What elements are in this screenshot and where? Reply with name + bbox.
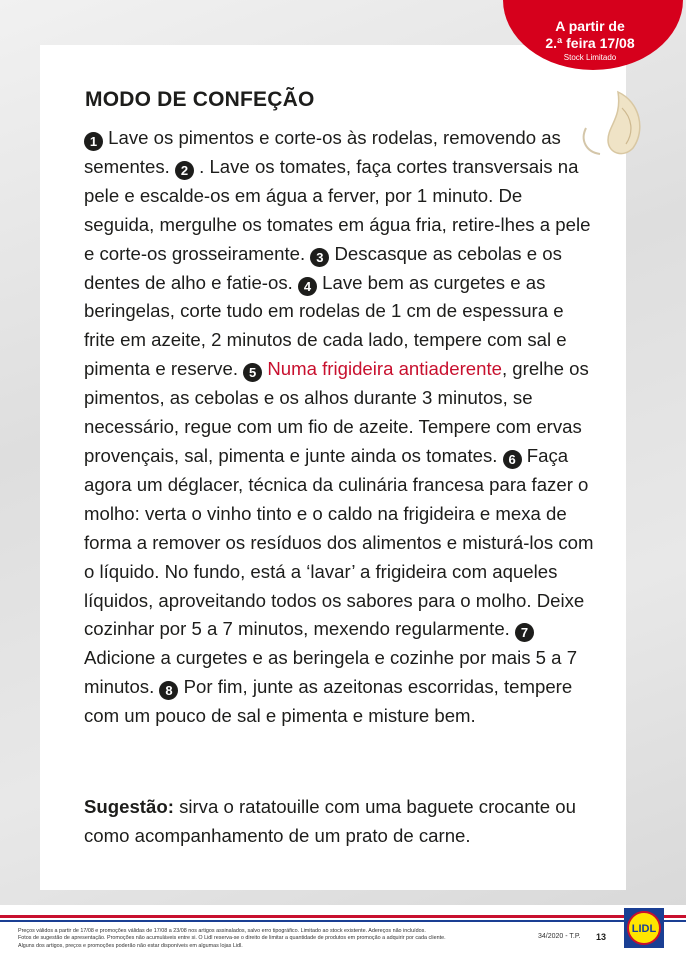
legal-note-line3: Alguns dos artigos, preços e promoções poderão não estar disponíveis em algumas lojas Lidl. [18,942,243,949]
legal-note-line1: Preços válidos a partir de 17/08 e promoções válidas de 17/08 a 23/08 nos artigos assinalados, salvo erro tipográfico. Limitado ao stock existente. Adereços não incluídos. [18,928,426,934]
page-number: 13 [596,932,607,942]
footer-blue-line [0,920,686,922]
step-6-icon: 6 [503,450,522,469]
promo-badge-line1: A partir de [555,18,625,34]
step-2-text: . Lave os tomates, faça cortes transversais na pele e escalde-os em água a ferver, por 1 minuto. De seguida, mergulhe os tomates em água fria, retire-lhes a pele e corte-os grosseiramente. [84,155,591,264]
step-5-icon: 5 [243,363,262,382]
lidl-logo [624,908,664,948]
step-3-text: Descasque as cebolas e os dentes de alho e fatie-os. [84,242,562,293]
suggestion-text: sirva o ratatouille com uma baguete crocante ou como acompanhamento de um prato de carne. [84,796,576,846]
footer-red-line [0,915,686,918]
promo-badge-line2: 2.ª feira 17/08 [545,35,635,51]
step-8-icon: 8 [159,681,178,700]
step-1-icon: 1 [84,132,103,151]
step-2-icon: 2 [175,161,194,180]
step-5-highlight-text: Numa frigideira antiaderente [267,358,502,380]
recipe-steps [84,124,594,731]
section-heading: MODO DE CONFEÇÃO [85,88,315,111]
step-4-icon: 4 [298,277,317,296]
step-1-text: Lave os pimentos e corte-os às rodelas, removendo as sementes. [84,127,561,177]
step-3-icon: 3 [310,248,329,267]
promo-badge-text [530,18,650,52]
step-6-text: Faça agora um déglacer, técnica da culinária francesa para fazer o molho: verta o vinho tinto e o caldo na frigideira e mexa de forma a remover os resíduos dos alimentos e misturá-los com o líquido. No fundo, está a ‘lavar’ a frigideira com aqueles líquidos, aproveitando todos os sabores para o molho. Deixe cozinhar por 5 a 7 minutos, mexendo regularmente. [84,444,594,640]
legal-note-line2: Fotos de sugestão de apresentação. Promoções não acumuláveis entre si. O Lidl reserva-se o direito de limitar a quantidade de produtos em promoção a adquirir por cada cliente. [18,935,446,942]
step-8-text: Por fim, junte as azeitonas escorridas, tempere com um pouco de sal e pimenta e misture bem. [84,676,573,727]
suggestion-paragraph [84,792,604,850]
step-7-text: Adicione a curgetes e as beringela e cozinhe por mais 5 a 7 minutos. [84,647,578,698]
legal-note [18,928,528,950]
step-7-icon: 7 [515,623,534,642]
step-4-text: Lave bem as curgetes e as beringelas, corte tudo em rodelas de 1 cm de espessura e frite em azeite, 2 minutos de cada lado, tempere com sal e pimenta e reserve. [84,271,567,380]
lidl-logo-text: LIDL [631,923,657,935]
edition-code: 34/2020 - T.P. [538,933,581,940]
stock-limited-label: Stock Limitado [563,53,617,62]
suggestion-label: Sugestão: [84,796,174,817]
step-5-text: , grelhe os pimentos, as cebolas e os alhos durante 3 minutos, se necessário, regue com um fio de azeite. Tempere com ervas provençais, sal, pimenta e junte ainda os tomates. [84,358,589,466]
